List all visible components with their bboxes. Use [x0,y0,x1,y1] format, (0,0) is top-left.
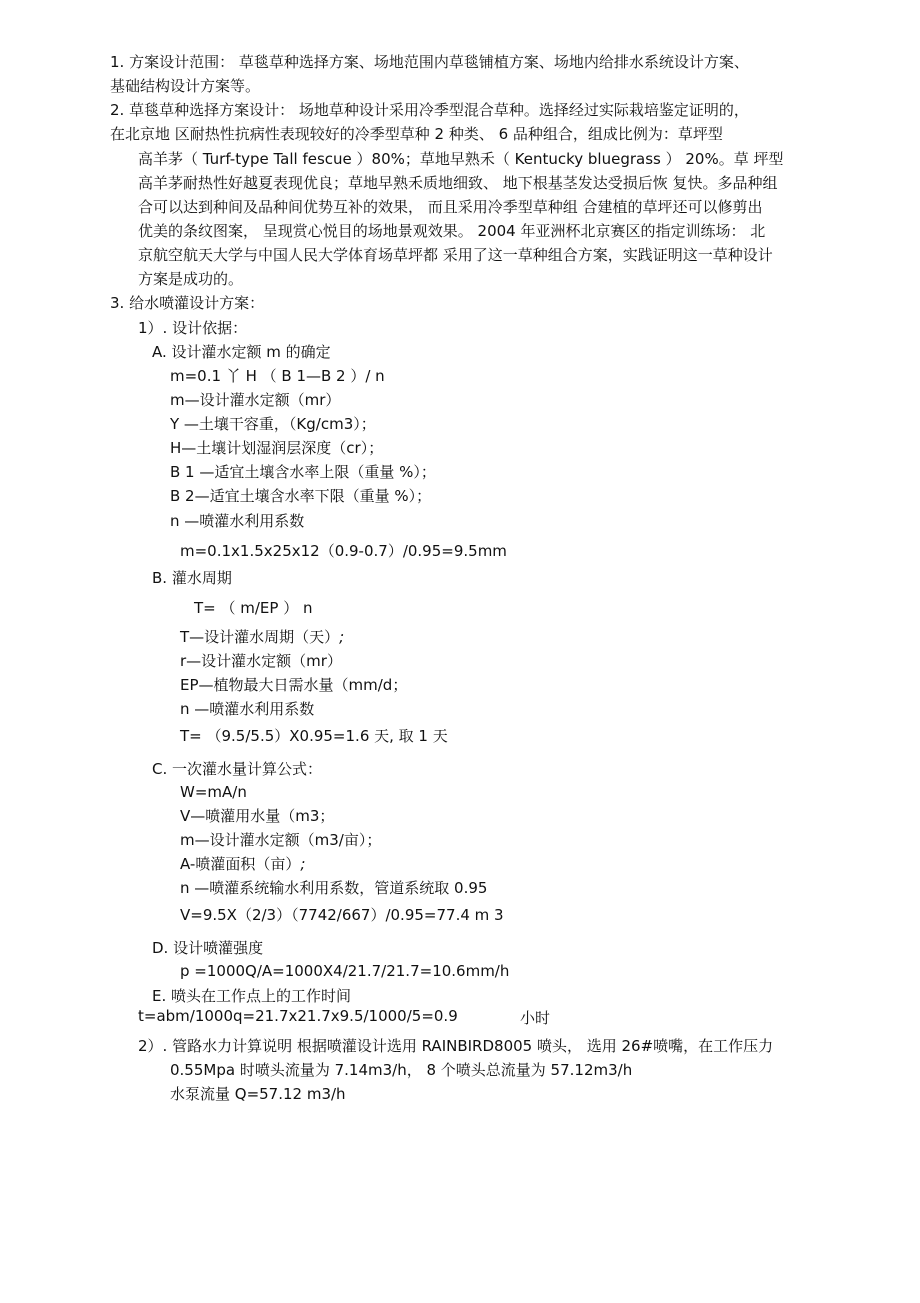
section-2-line-6: 优美的条纹图案， 呈现赏心悦目的场地景观效果。 2004 年亚洲杯北京赛区的指定训练场： 北 [138,222,766,240]
item-a-calculation: m=0.1x1.5x25x12（0.9-0.7）/0.95=9.5mm [180,542,507,560]
item-c-title: C. 一次灌水量计算公式： [152,760,323,778]
item-a-def-6: n —喷灌水利用系数 [170,512,305,530]
section-2-line-3: 高羊茅（ Turf-type Tall fescue ）80%；草地早熟禾（ Kentucky bluegrass ） 20%。草 坪型 [138,150,784,168]
item-a-def-3: H—土壤计划湿润层深度（cr）； [170,439,384,457]
item-d-formula: p =1000Q/A=1000X4/21.7/21.7=10.6mm/h [180,962,510,980]
item-a-def-2: Y —土壤干容重，（Kg/cm3）； [170,415,376,433]
item-b-calculation: T= （9.5/5.5）X0.95=1.6 天, 取 1 天 [180,727,448,745]
item-c-def-3 [180,854,305,874]
item-c-def-1: V—喷灌用水量（m3； [180,807,335,825]
item-c-def-2: m—设计灌水定额（m3/亩）； [180,831,382,849]
item-b-def-3: EP—植物最大日需水量（mm/d； [180,676,408,694]
item-b-def-4: n —喷灌水利用系数 [180,700,315,718]
item-c-def-4: n —喷灌系统输水利用系数，管道系统取 0.95 [180,879,488,897]
item-b-def-1-text: T—设计灌水周期（天） [180,628,340,646]
section-3-1-heading: 1）. 设计依据： [138,319,248,337]
section-1-line-1: 1. 方案设计范围： 草毯草种选择方案、场地范围内草毯铺植方案、场地内给排水系统设计方案、 [110,53,749,71]
section-3-2-line-1: 2）. 管路水力计算说明 根据喷灌设计选用 RAINBIRD8005 喷头， 选用 26#喷嘴，在工作压力 [138,1037,774,1055]
section-3-2-line-3: 水泵流量 Q=57.12 m3/h [170,1085,346,1103]
item-b-def-1 [180,627,344,647]
section-2-line-8: 方案是成功的。 [138,270,244,288]
item-c-def-3-tail: ; [300,855,306,873]
item-b-def-1-tail: ; [339,628,345,646]
section-2-line-1: 2. 草毯草种选择方案设计： 场地草种设计采用冷季型混合草种。选择经过实际栽培鉴定证明的， [110,101,749,119]
section-1-line-2: 基础结构设计方案等。 [110,77,261,95]
item-e-formula: t=abm/1000q=21.7x21.7x9.5/1000/5=0.9 [138,1007,458,1025]
item-b-title: B. 灌水周期 [152,569,232,587]
item-c-def-3-text: A-喷灌面积（亩） [180,855,301,873]
item-c-formula: W=mA/n [180,783,247,801]
item-c-calculation: V=9.5X（2/3）（7742/667）/0.95=77.4 m 3 [180,906,504,924]
item-d-title: D. 设计喷灌强度 [152,939,264,957]
section-2-line-7: 京航空航天大学与中国人民大学体育场草坪都 采用了这一草种组合方案，实践证明这一草种设计 [138,246,773,264]
item-a-title: A. 设计灌水定额 m 的确定 [152,343,331,361]
item-b-def-2: r—设计灌水定额（mr） [180,652,342,670]
section-3-2-line-2: 0.55Mpa 时喷头流量为 7.14m3/h， 8 个喷头总流量为 57.12m3/h [170,1061,633,1079]
item-a-def-5: B 2—适宜土壤含水率下限（重量 %）； [170,487,432,505]
item-a-def-1: m—设计灌水定额（mr） [170,391,341,409]
item-a-def-4: B 1 —适宜土壤含水率上限（重量 %）； [170,463,436,481]
section-3-title: 3. 给水喷灌设计方案： [110,294,265,312]
section-2-line-5: 合可以达到种间及品种间优势互补的效果， 而且采用冷季型草种组 合建植的草坪还可以修剪出 [138,198,763,216]
section-2-line-2: 在北京地 区耐热性抗病性表现较好的冷季型草种 2 种类、 6 品种组合，组成比例为：草坪型 [110,125,723,143]
item-a-formula: m=0.1 丫 H （ B 1—B 2 ）/ n [170,367,385,385]
item-e-title: E. 喷头在工作点上的工作时间 [152,987,352,1005]
item-e-unit: 小时 [520,1009,551,1027]
section-2-line-4: 高羊茅耐热性好越夏表现优良；草地早熟禾质地细致、 地下根基茎发达受损后恢 复快。多品种组 [138,174,778,192]
item-b-formula: T= （ m/EP ） n [194,599,313,617]
